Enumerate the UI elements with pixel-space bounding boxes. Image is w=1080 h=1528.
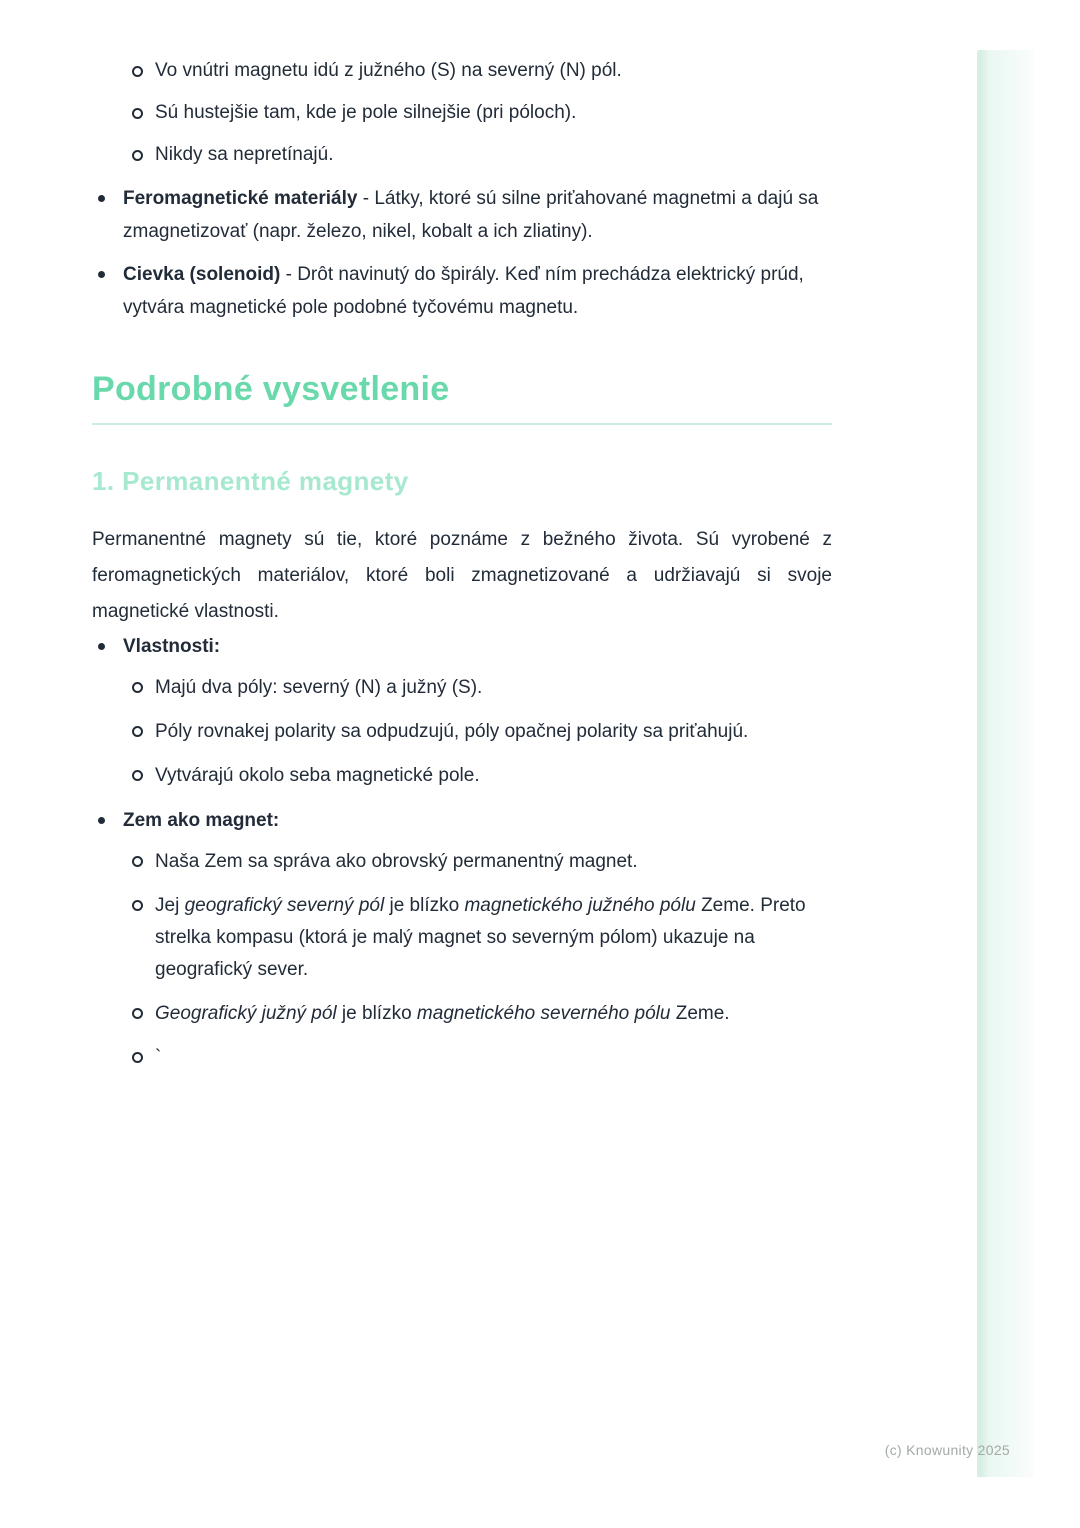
disc-bullet-icon (98, 195, 105, 202)
earth-sublist (123, 846, 832, 1074)
disc-bullet-icon (98, 817, 105, 824)
list-item (123, 998, 832, 1030)
list-item-text: Vo vnútri magnetu idú z južného (S) na severný (N) pól. (155, 60, 622, 81)
right-accent-bar (977, 50, 1034, 1477)
circle-bullet-icon (132, 726, 143, 737)
list-item-text: Nikdy sa nepretínajú. (155, 144, 334, 165)
group-label: Zem ako magnet: (123, 810, 280, 831)
circle-bullet-icon (132, 1052, 143, 1063)
circle-bullet-icon (132, 1008, 143, 1019)
term-label: Cievka (solenoid) (123, 264, 281, 285)
intro-paragraph: Permanentné magnety sú tie, ktoré poznáme z bežného života. Sú vyrobené z feromagnetických materiálov, ktoré boli zmagnetizované a udržiavajú si svoje magnetické vlastnosti. (92, 529, 832, 622)
list-item-text: Naša Zem sa správa ako obrovský permanentný magnet. (155, 851, 638, 872)
term-label: Feromagnetické materiály (123, 188, 358, 209)
circle-bullet-icon (132, 770, 143, 781)
list-item-text: Póly rovnakej polarity sa odpudzujú, póly opačnej polarity sa priťahujú. (155, 721, 749, 742)
glossary-list (92, 182, 832, 324)
circle-bullet-icon (132, 108, 143, 119)
list-item (123, 98, 832, 128)
list-item (123, 1042, 832, 1074)
list-item (123, 890, 832, 986)
list-item (123, 140, 832, 170)
list-item (123, 56, 832, 86)
list-item-text: Majú dva póly: severný (N) a južný (S). (155, 677, 483, 698)
list-item-text: Geografický južný pól je blízko magnetického severného pólu Zeme. (155, 1003, 730, 1024)
list-item-text: ` (155, 1047, 162, 1068)
term-description: - Látky, ktoré sú silne priťahované magnetmi a dajú sa zmagnetizovať (napr. železo, nikel, kobalt a ich zliatiny). (123, 188, 819, 242)
page-content (92, 56, 832, 1086)
list-item (92, 182, 832, 248)
subsection-permanent-magnets (92, 466, 832, 1074)
vlastnosti-sublist (123, 672, 832, 792)
subsection-title: 1. Permanentné magnety (92, 466, 409, 496)
list-item-text: Vytvárajú okolo seba magnetické pole. (155, 765, 480, 786)
field-lines-list (123, 56, 832, 170)
circle-bullet-icon (132, 682, 143, 693)
circle-bullet-icon (132, 66, 143, 77)
section-title: Podrobné vysvetlenie (92, 370, 450, 408)
list-item (123, 760, 832, 792)
circle-bullet-icon (132, 856, 143, 867)
term-description: - Drôt navinutý do špirály. Keď ním prechádza elektrický prúd, vytvára magnetické pole podobné tyčovému magnetu. (123, 264, 804, 318)
list-item-vlastnosti (92, 630, 832, 792)
list-item (123, 716, 832, 748)
list-item (92, 258, 832, 324)
properties-list (92, 630, 832, 1074)
disc-bullet-icon (98, 271, 105, 278)
copyright-footer: (c) Knowunity 2025 (884, 1442, 1010, 1458)
list-item (123, 846, 832, 878)
list-item-zem-ako-magnet (92, 804, 832, 1074)
section-divider (92, 423, 832, 425)
group-label: Vlastnosti: (123, 636, 221, 657)
disc-bullet-icon (98, 643, 105, 650)
circle-bullet-icon (132, 150, 143, 161)
list-item-text: Jej geografický severný pól je blízko magnetického južného pólu Zeme. Preto strelka kompasu (ktorá je malý magnet so severným pólom) ukazuje na geografický sever. (155, 895, 806, 980)
list-item-text: Sú hustejšie tam, kde je pole silnejšie (pri póloch). (155, 102, 577, 123)
list-item (123, 672, 832, 704)
circle-bullet-icon (132, 900, 143, 911)
